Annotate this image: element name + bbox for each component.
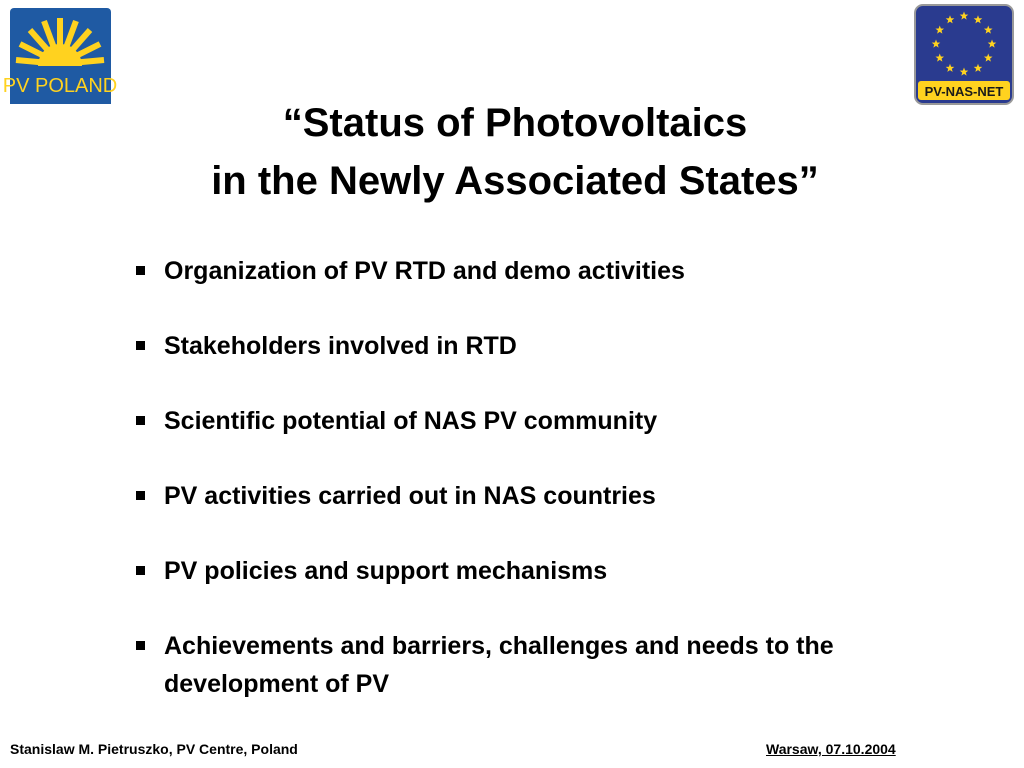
bullet-text: Achievements and barriers, challenges and needs to the development of PV xyxy=(164,632,834,698)
pv-poland-logo xyxy=(2,8,118,104)
svg-text:PV-NAS-NET: PV-NAS-NET xyxy=(924,84,1004,99)
bullet-item xyxy=(134,552,924,590)
pv-nas-net-logo xyxy=(914,4,1014,105)
bullet-text: PV policies and support mechanisms xyxy=(164,557,608,585)
bullet-text: Stakeholders involved in RTD xyxy=(164,332,517,360)
bullet-text: Organization of PV RTD and demo activities xyxy=(164,257,685,285)
slide-title xyxy=(120,94,910,210)
square-bullet-icon xyxy=(136,266,145,275)
square-bullet-icon xyxy=(136,416,145,425)
square-bullet-icon xyxy=(136,566,145,575)
bullet-item xyxy=(134,402,924,440)
title-line-2: in the Newly Associated States” xyxy=(211,159,819,203)
bullet-item xyxy=(134,252,924,290)
bullet-text: PV activities carried out in NAS countries xyxy=(164,482,656,510)
title-line-1: “Status of Photovoltaics xyxy=(282,101,748,145)
bullet-item xyxy=(134,627,924,703)
bullet-list xyxy=(134,252,924,740)
bullet-text: Scientific potential of NAS PV community xyxy=(164,407,658,435)
bullet-item xyxy=(134,477,924,515)
footer-place-date: Warsaw, 07.10.2004 xyxy=(766,741,896,757)
footer-author: Stanislaw M. Pietruszko, PV Centre, Poland xyxy=(10,741,298,757)
square-bullet-icon xyxy=(136,491,145,500)
square-bullet-icon xyxy=(136,341,145,350)
square-bullet-icon xyxy=(136,641,145,650)
svg-text:PV POLAND: PV POLAND xyxy=(2,75,118,97)
bullet-item xyxy=(134,327,924,365)
